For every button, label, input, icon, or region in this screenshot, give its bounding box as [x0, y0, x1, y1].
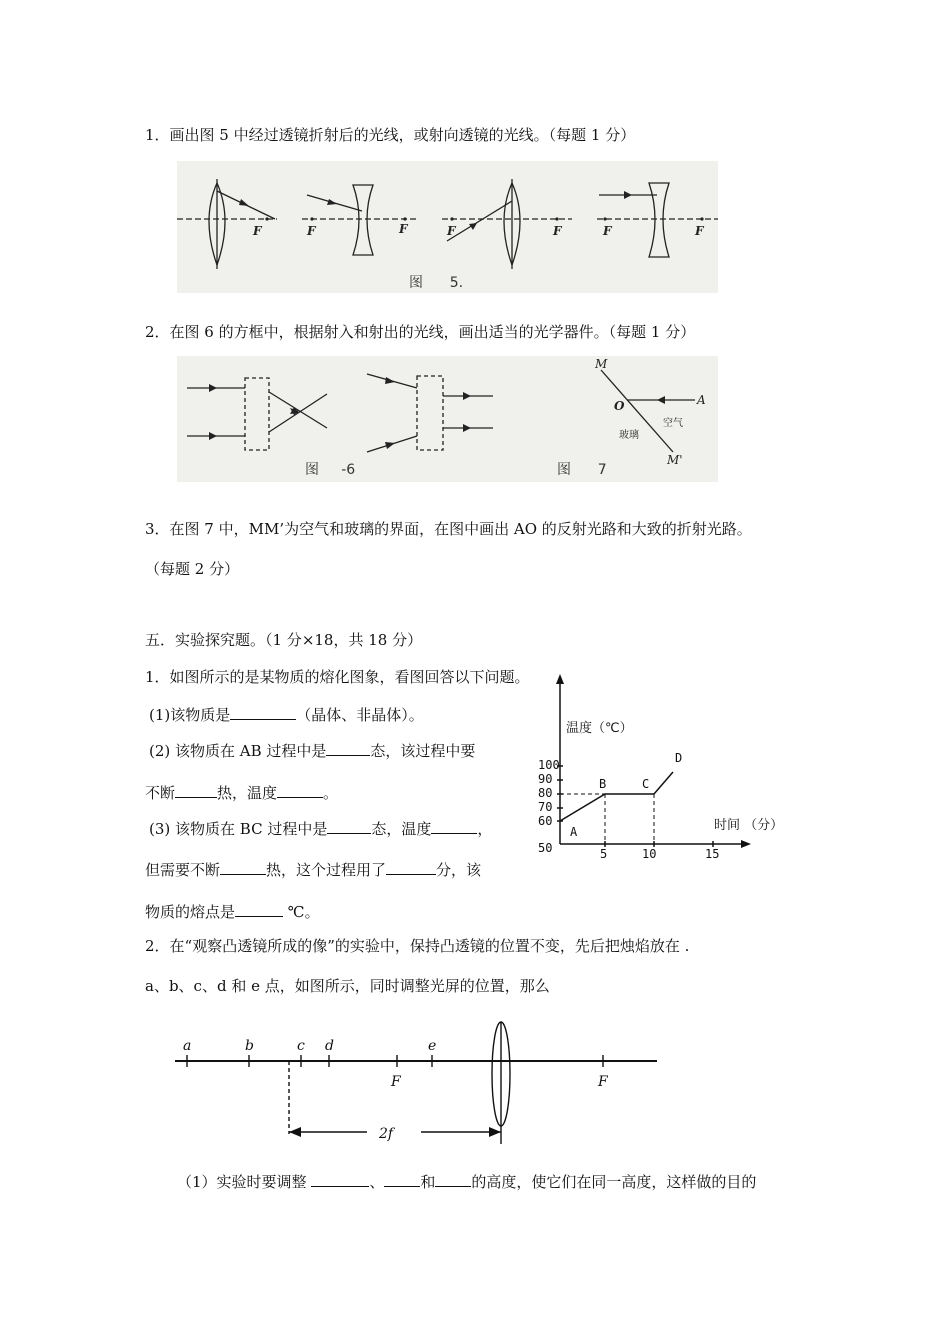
point-e-label: e — [428, 1038, 437, 1054]
lens-experiment-figure — [175, 1012, 660, 1147]
point-label: A — [570, 825, 578, 839]
focus-label: F — [603, 224, 612, 238]
point-label: B — [599, 777, 607, 791]
question-5-1-part-3: (3) 该物质在 BC 过程中是 态，温度 ， — [149, 820, 493, 838]
label-m: M — [595, 357, 608, 371]
answer-blank[interactable] — [327, 818, 371, 834]
y-tick: 60 — [538, 814, 553, 828]
answer-blank[interactable] — [311, 1171, 369, 1187]
y-tick: 90 — [538, 772, 553, 786]
focus-label: F — [598, 1074, 608, 1090]
figure-6-caption: 图 -6 — [305, 462, 356, 478]
point-c-label: c — [297, 1038, 305, 1054]
answer-blank[interactable] — [384, 1171, 420, 1187]
focus-label: F — [447, 224, 456, 238]
figure-6-7 — [177, 356, 718, 482]
section-5-heading: 五．实验探究题。（1 分×18，共 18 分） — [145, 631, 423, 649]
point-label: C — [642, 777, 650, 791]
question-4-3-score: （每题 2 分） — [145, 560, 240, 578]
focus-label: F — [695, 224, 704, 238]
figure-7-caption: 图 7 — [557, 462, 607, 478]
answer-blank[interactable] — [277, 782, 323, 798]
figure-5-caption: 图 5. — [409, 275, 464, 291]
label-m-prime: M' — [667, 453, 683, 467]
question-5-2-cont: a、b、c、d 和 e 点，如图所示，同时调整光屏的位置，那么 — [145, 977, 550, 995]
label-air: 空气 — [663, 418, 683, 429]
melting-graph-drawing — [530, 668, 800, 868]
question-5-2: 2．在“观察凸透镜所成的像”的实验中，保持凸透镜的位置不变，先后把烛焰放在 . — [145, 937, 690, 955]
figure-5 — [177, 161, 718, 293]
focus-label: F — [553, 224, 562, 238]
answer-blank[interactable] — [326, 740, 370, 756]
question-5-1-part-2-cont: 不断 热，温度 。 — [145, 784, 339, 802]
question-5-2-sub-1: （1）实验时要调整 、 和 的高度，使它们在同一高度，这样做的目的 — [177, 1173, 757, 1191]
figure-6-7-drawing — [177, 356, 718, 482]
answer-blank[interactable] — [431, 818, 477, 834]
y-tick: 80 — [538, 786, 553, 800]
question-5-1-part-3-cont: 但需要不断 热，这个过程用了 分，该 — [145, 861, 482, 879]
point-b-label: b — [245, 1038, 254, 1054]
x-tick: 15 — [705, 847, 720, 861]
answer-blank[interactable] — [435, 1171, 471, 1187]
y-tick: 70 — [538, 800, 553, 814]
point-d-label: d — [325, 1038, 334, 1054]
melting-graph — [530, 668, 800, 868]
label-a: A — [697, 393, 706, 407]
answer-blank[interactable] — [175, 782, 217, 798]
question-5-1-part-2: (2) 该物质在 AB 过程中是 态，该过程中要 — [149, 742, 476, 760]
question-5-1-part-4: 物质的熔点是 ℃。 — [145, 903, 320, 921]
answer-blank[interactable] — [235, 901, 283, 917]
label-o: O — [614, 399, 625, 413]
focus-label: F — [391, 1074, 401, 1090]
focus-label: F — [307, 224, 316, 238]
question-5-1-part-1: (1)该物质是 （晶体、非晶体）。 — [149, 706, 424, 724]
answer-blank[interactable] — [220, 859, 266, 875]
point-label: D — [675, 751, 683, 765]
answer-blank[interactable] — [386, 859, 436, 875]
focus-label: F — [253, 224, 262, 238]
focus-label: F — [399, 222, 408, 236]
two-f-label: 2f — [379, 1126, 394, 1142]
x-tick: 10 — [642, 847, 657, 861]
question-4-3: 3．在图 7 中，MM’为空气和玻璃的界面，在图中画出 AO 的反射光路和大致的折射光路。 — [145, 520, 752, 538]
lens-experiment-drawing — [175, 1012, 660, 1147]
y-axis-label: 温度（℃） — [566, 721, 633, 736]
point-a-label: a — [183, 1038, 192, 1054]
y-tick: 100 — [538, 758, 560, 772]
question-4-1: 1．画出图 5 中经过透镜折射后的光线，或射向透镜的光线。（每题 1 分） — [145, 126, 636, 144]
x-axis-label: 时间 （分） — [714, 818, 784, 833]
y-tick: 50 — [538, 841, 553, 855]
answer-blank[interactable] — [230, 704, 296, 720]
x-tick: 5 — [600, 847, 608, 861]
question-4-2: 2．在图 6 的方框中，根据射入和射出的光线，画出适当的光学器件。（每题 1 分） — [145, 323, 696, 341]
label-glass: 玻璃 — [619, 430, 639, 441]
figure-5-drawing — [177, 161, 718, 293]
question-5-1: 1．如图所示的是某物质的熔化图象，看图回答以下问题。 — [145, 668, 530, 686]
